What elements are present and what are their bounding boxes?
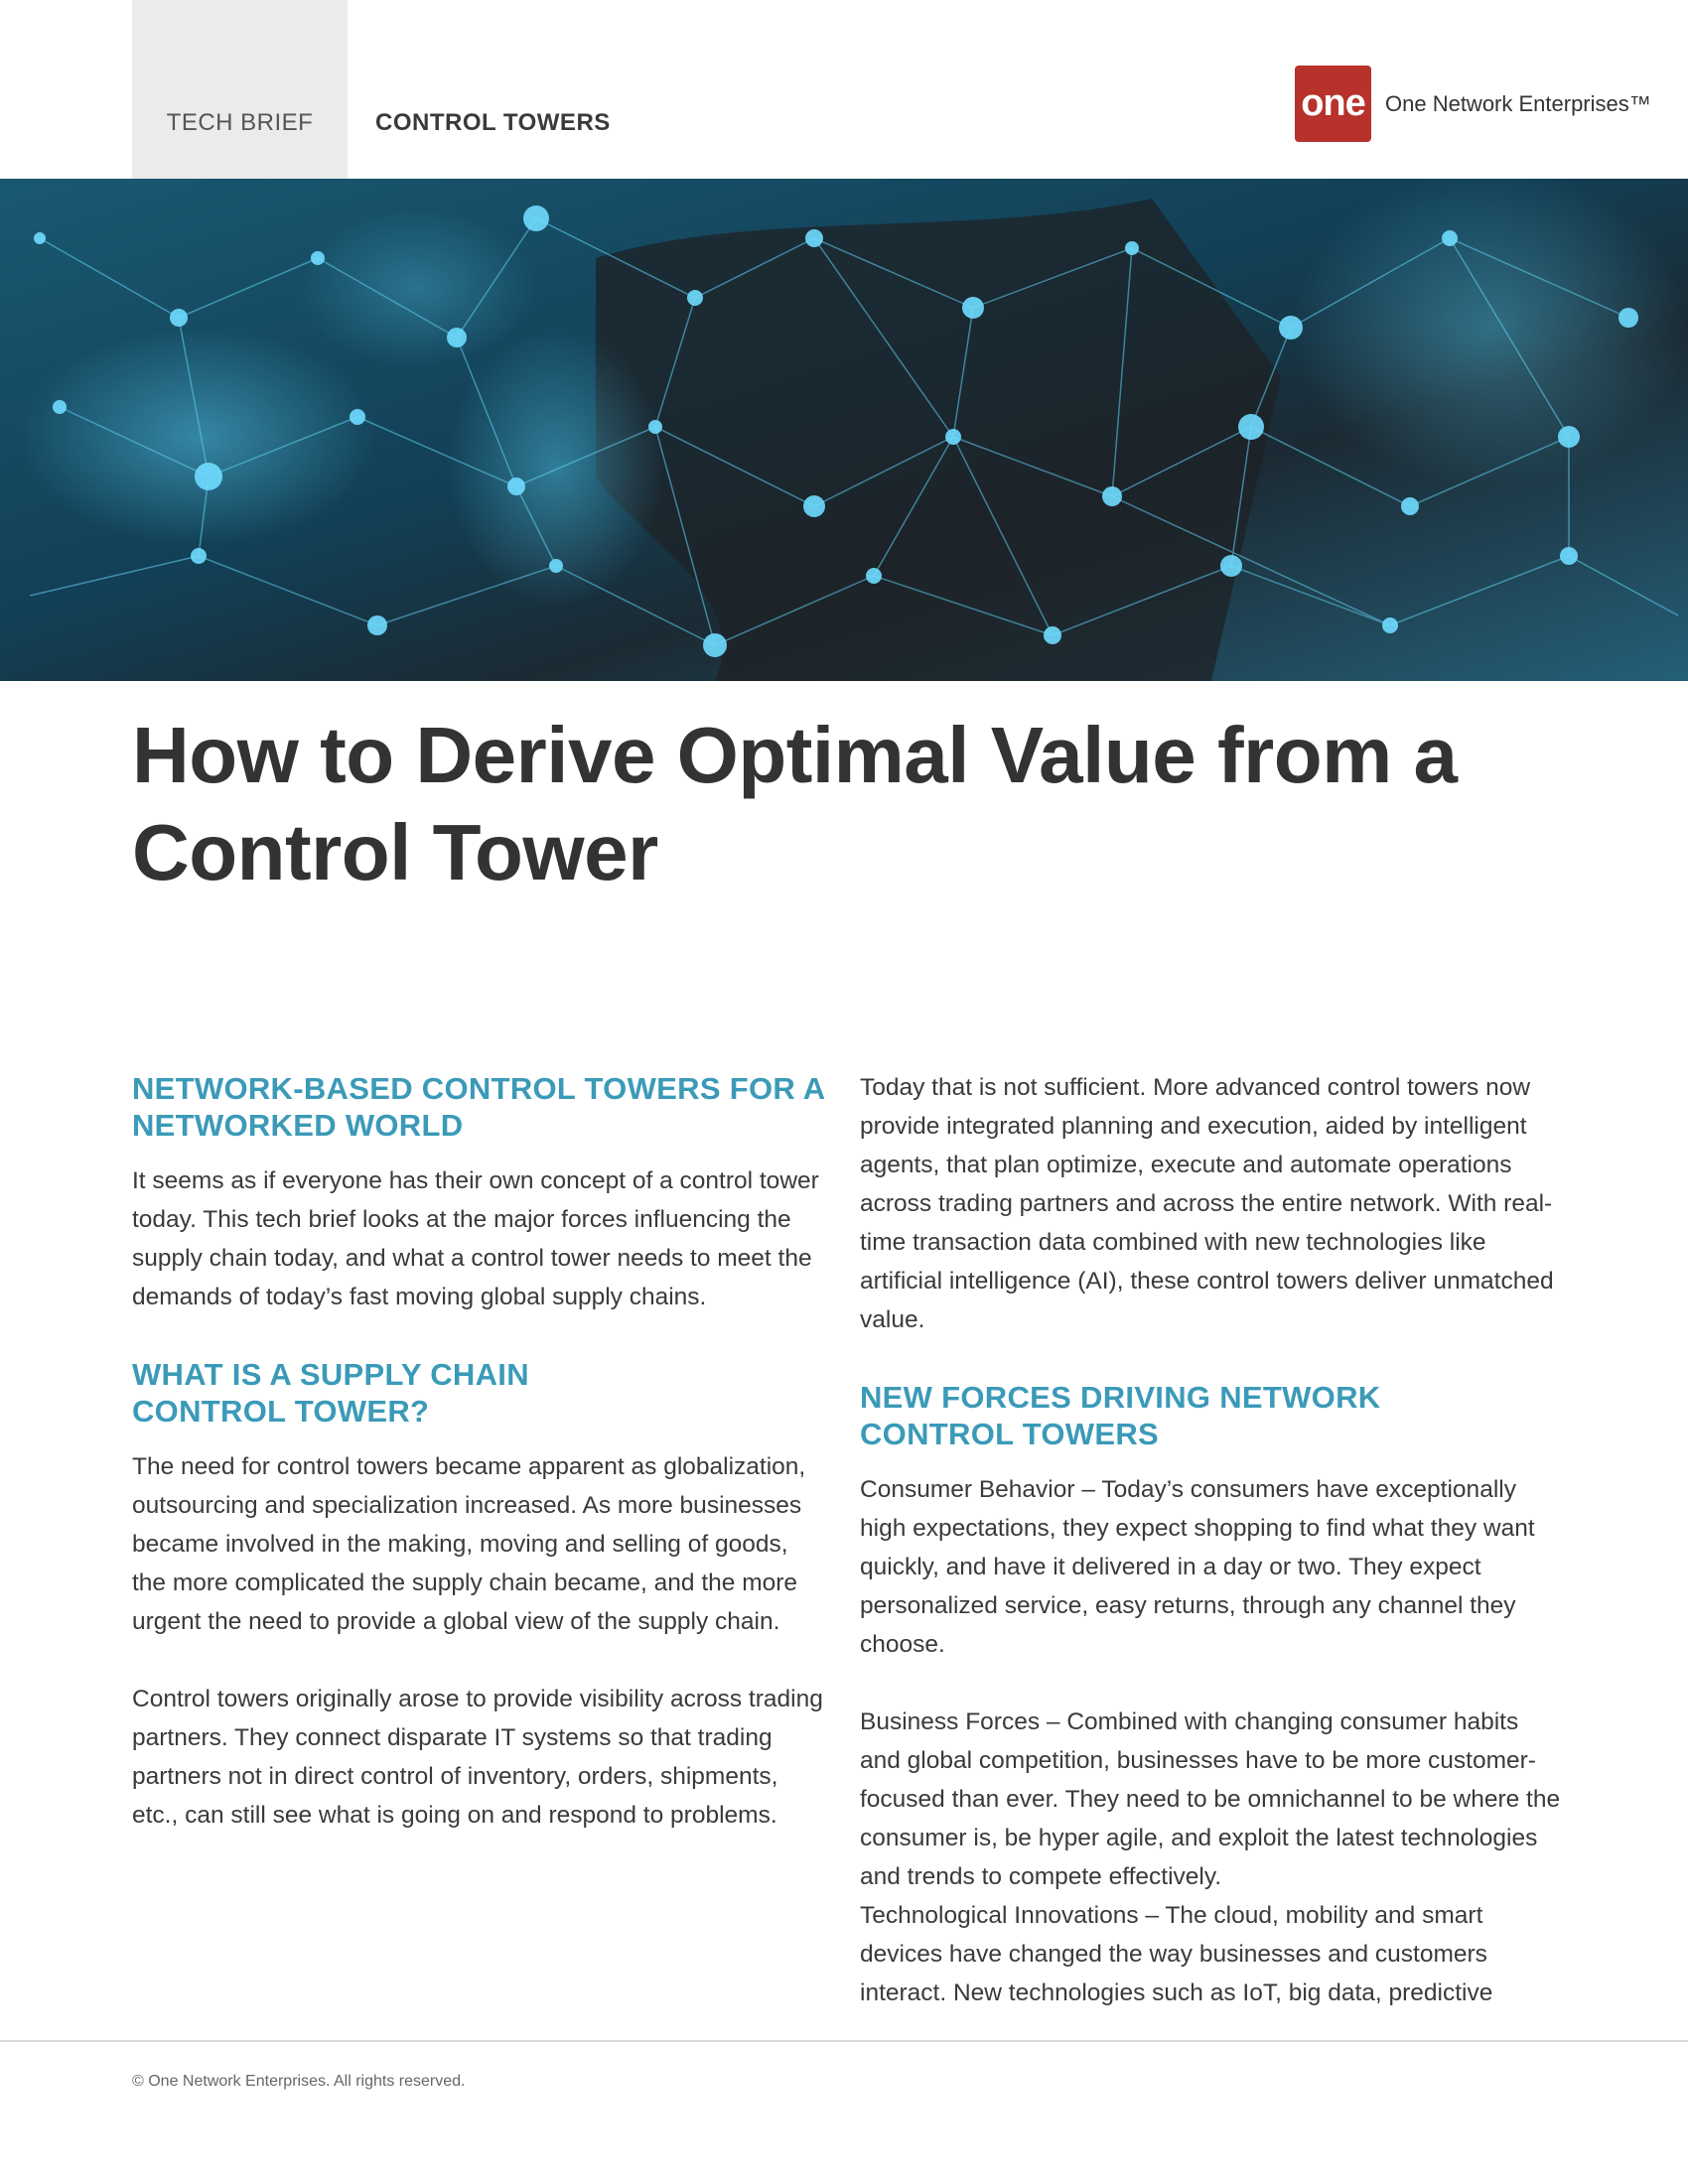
section-heading-network-based [132,1070,827,1144]
paragraph: Technological Innovations – The cloud, mobility and smart devices have changed the way businesses and customers interact. New technologies such as IoT, big data, predictive [860,1902,1493,2006]
paragraph: Today that is not sufficient. More advanced control towers now provide integrated planning and execution, aided by intelligent agents, that plan optimize, execute and automate operations across trading partners and across the entire network. With real-time transaction data combined with new technologies like artificial intelligence (AI), these control towers deliver unmatched value. [860,1074,1554,1333]
right-column [860,1068,1565,2012]
heading-line: NETWORK-BASED CONTROL TOWERS FOR A [132,1071,826,1106]
paragraph: It seems as if everyone has their own concept of a control tower today. This tech brief looks at the major forces influencing the supply chain today, and what a control tower needs to meet the demands of today’s fast moving global supply chains. [132,1167,819,1310]
document-title: How to Derive Optimal Value from a Control Tower [132,711,1458,896]
copyright-notice: © One Network Enterprises. All rights reserved. [132,2073,466,2090]
logo-mark: one [1295,66,1371,142]
heading-line: CONTROL TOWERS [860,1417,1160,1451]
paragraph: The need for control towers became apparent as globalization, outsourcing and specialization increased. As more businesses became involved in the making, moving and selling of goods, the more complicated the supply chain became, and the more urgent the need to provide a global view of the supply chain. [132,1453,806,1635]
paragraph: Control towers originally arose to provide visibility across trading partners. They connect disparate IT systems so that trading partners not in direct control of inventory, orders, shipments, etc., can still see what is going on and respond to problems. [132,1686,823,1829]
heading-line: WHAT IS A SUPPLY CHAIN [132,1357,529,1392]
left-column [132,1070,827,1835]
page-header [0,0,1688,179]
company-logo[interactable] [1295,66,1651,142]
heading-line: CONTROL TOWER? [132,1394,430,1429]
heading-line: NETWORKED WORLD [132,1108,464,1143]
heading-line: NEW FORCES DRIVING NETWORK [860,1380,1381,1415]
section-heading-what-is [132,1356,827,1430]
section-heading-new-forces [860,1379,1565,1452]
logo-text: One Network Enterprises™ [1385,90,1651,116]
paragraph: Business Forces – Combined with changing consumer habits and global competition, businesses have to be more customer-focused than ever. They need to be omnichannel to be where the consumer is, be hyper agile, and exploit the latest technologies and trends to compete effectively. [860,1708,1561,1890]
topic-label: CONTROL TOWERS [375,109,611,136]
tech-brief-tab: TECH BRIEF [132,0,348,179]
paragraph: Consumer Behavior – Today’s consumers have exceptionally high expectations, they expect shopping to find what they want quickly, and have it delivered in a day or two. They expect personalized service, easy returns, through any channel they choose. [860,1476,1535,1658]
globe-network-image [0,179,1688,681]
footer-divider [0,2040,1688,2042]
hero-banner-image [0,179,1688,681]
